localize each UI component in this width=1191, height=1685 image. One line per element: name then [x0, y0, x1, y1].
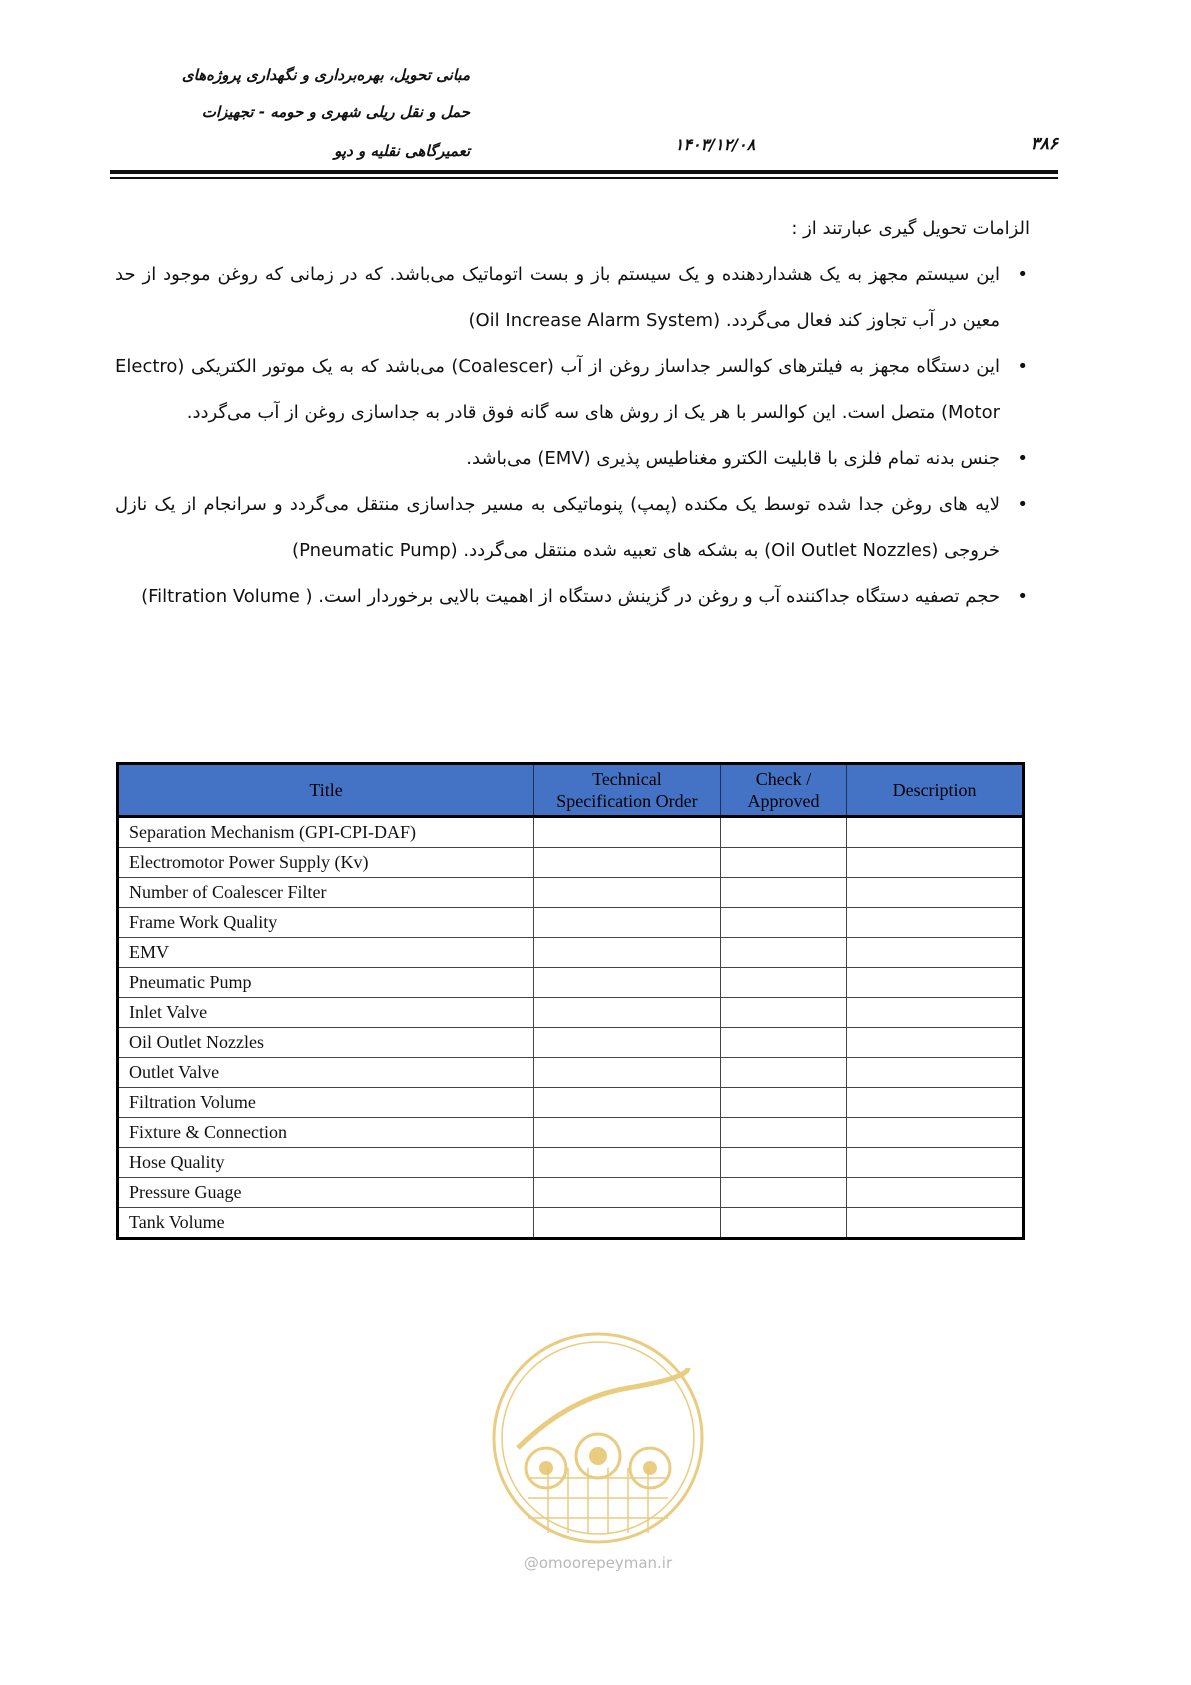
check-cell[interactable]	[720, 1088, 846, 1118]
page-number: ۳۸۶	[1030, 134, 1058, 154]
specification-cell[interactable]	[534, 1058, 721, 1088]
description-cell[interactable]	[847, 938, 1024, 968]
row-title: Fixture & Connection	[118, 1118, 534, 1148]
row-title: Frame Work Quality	[118, 908, 534, 938]
specification-cell[interactable]	[534, 1178, 721, 1208]
row-title: Outlet Valve	[118, 1058, 534, 1088]
table-row	[118, 998, 1024, 1028]
header-rule-thick	[110, 170, 1058, 174]
requirement-item	[115, 574, 1030, 620]
table-row	[118, 1208, 1024, 1239]
requirement-item	[115, 482, 1030, 574]
check-cell[interactable]	[720, 908, 846, 938]
description-cell[interactable]	[847, 1028, 1024, 1058]
watermark-caption: @omoorepeyman.ir	[523, 1554, 673, 1572]
header-title: Title	[118, 764, 534, 817]
check-cell[interactable]	[720, 878, 846, 908]
check-cell[interactable]	[720, 817, 846, 848]
row-title: Filtration Volume	[118, 1088, 534, 1118]
header-check-line-1: Check /	[755, 769, 812, 789]
check-cell[interactable]	[720, 938, 846, 968]
requirements-list	[115, 252, 1030, 620]
header-technical-line-2: Specification Order	[556, 791, 698, 811]
description-cell[interactable]	[847, 968, 1024, 998]
specification-cell[interactable]	[534, 878, 721, 908]
row-title: Number of Coalescer Filter	[118, 878, 534, 908]
description-cell[interactable]	[847, 1118, 1024, 1148]
table-row	[118, 878, 1024, 908]
header-title-line-3: تعمیرگاهی نقلیه و دپو	[334, 142, 470, 160]
table-row	[118, 938, 1024, 968]
description-cell[interactable]	[847, 1148, 1024, 1178]
table-row	[118, 1178, 1024, 1208]
specification-table	[116, 762, 1025, 1240]
requirement-item	[115, 344, 1030, 436]
description-cell[interactable]	[847, 817, 1024, 848]
header-description: Description	[847, 764, 1024, 817]
header-check-line-2: Approved	[747, 791, 820, 811]
bullet-icon: •	[1017, 448, 1028, 469]
row-title: Electromotor Power Supply (Kv)	[118, 848, 534, 878]
specification-cell[interactable]	[534, 848, 721, 878]
header-check-approved	[720, 764, 846, 817]
row-title: Tank Volume	[118, 1208, 534, 1239]
watermark-logo	[488, 1328, 708, 1593]
header-technical-line-1: Technical	[592, 769, 662, 789]
row-title: Separation Mechanism (GPI-CPI-DAF)	[118, 817, 534, 848]
row-title: Hose Quality	[118, 1148, 534, 1178]
description-cell[interactable]	[847, 1208, 1024, 1239]
table-row	[118, 1148, 1024, 1178]
check-cell[interactable]	[720, 1208, 846, 1239]
specification-cell[interactable]	[534, 1208, 721, 1239]
specification-cell[interactable]	[534, 817, 721, 848]
requirements-intro: الزامات تحویل گیری عبارتند از :	[791, 218, 1030, 239]
check-cell[interactable]	[720, 968, 846, 998]
table-row	[118, 1088, 1024, 1118]
check-cell[interactable]	[720, 1028, 846, 1058]
specification-cell[interactable]	[534, 908, 721, 938]
header-title-line-1: مبانی تحویل، بهره‌برداری و نگهداری پروژه‌های	[181, 66, 470, 84]
bullet-icon: •	[1017, 264, 1028, 285]
check-cell[interactable]	[720, 1178, 846, 1208]
description-cell[interactable]	[847, 998, 1024, 1028]
specification-cell[interactable]	[534, 938, 721, 968]
table-row	[118, 1028, 1024, 1058]
check-cell[interactable]	[720, 848, 846, 878]
description-cell[interactable]	[847, 848, 1024, 878]
requirements-section	[115, 214, 1030, 620]
requirement-item	[115, 252, 1030, 344]
description-cell[interactable]	[847, 878, 1024, 908]
check-cell[interactable]	[720, 1058, 846, 1088]
bullet-icon: •	[1017, 356, 1028, 377]
description-cell[interactable]	[847, 1088, 1024, 1118]
specification-cell[interactable]	[534, 1148, 721, 1178]
requirement-text: این دستگاه مجهز به فیلترهای کوالسر جداساز روغن از آب (Coalescer) می‌باشد که به یک موتور الکتریکی (Electro Motor) متصل است. این کوالسر با هر یک از روش های سه گانه فوق قادر به جداسازی روغن از آب می‌گردد.	[115, 356, 1001, 423]
row-title: Inlet Valve	[118, 998, 534, 1028]
page-header	[110, 62, 1058, 187]
table-row	[118, 817, 1024, 848]
omoorepeyman-logo-icon	[488, 1328, 708, 1553]
header-technical-specification	[534, 764, 721, 817]
requirement-item	[115, 436, 1030, 482]
check-cell[interactable]	[720, 998, 846, 1028]
requirement-text: حجم تصفیه دستگاه جداکننده آب و روغن در گزینش دستگاه از اهمیت بالایی برخوردار است. ( Filtration Volume)	[141, 586, 1000, 607]
specification-cell[interactable]	[534, 1088, 721, 1118]
header-date: ۱۴۰۳/۱۲/۰۸	[674, 135, 756, 154]
row-title: Oil Outlet Nozzles	[118, 1028, 534, 1058]
description-cell[interactable]	[847, 1058, 1024, 1088]
bullet-icon: •	[1017, 494, 1028, 515]
table-row	[118, 848, 1024, 878]
check-cell[interactable]	[720, 1118, 846, 1148]
row-title: Pneumatic Pump	[118, 968, 534, 998]
row-title: EMV	[118, 938, 534, 968]
bullet-icon: •	[1017, 586, 1028, 607]
row-title: Pressure Guage	[118, 1178, 534, 1208]
table-row	[118, 908, 1024, 938]
header-rule-thin	[110, 177, 1058, 179]
description-cell[interactable]	[847, 1178, 1024, 1208]
table-header-row	[118, 764, 1024, 817]
requirement-text: این سیستم مجهز به یک هشداردهنده و یک سیستم باز و بست اتوماتیک می‌باشد. که در زمانی که روغن موجود از حد معین در آب تجاوز کند فعال می‌گردد. (Oil Increase Alarm System)	[115, 264, 1000, 331]
specification-cell[interactable]	[534, 968, 721, 998]
table-row	[118, 1118, 1024, 1148]
table-row	[118, 968, 1024, 998]
header-title-line-2: حمل و نقل ریلی شهری و حومه - تجهیزات	[201, 103, 470, 121]
table-row	[118, 1058, 1024, 1088]
specification-cell[interactable]	[534, 998, 721, 1028]
requirement-text: جنس بدنه تمام فلزی با قابلیت الکترو مغناطیس پذیری (EMV) می‌باشد.	[466, 448, 1000, 469]
specification-cell[interactable]	[534, 1118, 721, 1148]
check-cell[interactable]	[720, 1148, 846, 1178]
requirement-text: لایه های روغن جدا شده توسط یک مکنده (پمپ) پنوماتیکی به مسیر جداسازی منتقل می‌گردد و سرانجام از یک نازل خروجی (Oil Outlet Nozzles) به بشکه های تعبیه شده منتقل می‌گردد. (Pneumatic Pump)	[115, 494, 1000, 561]
description-cell[interactable]	[847, 908, 1024, 938]
specification-cell[interactable]	[534, 1028, 721, 1058]
